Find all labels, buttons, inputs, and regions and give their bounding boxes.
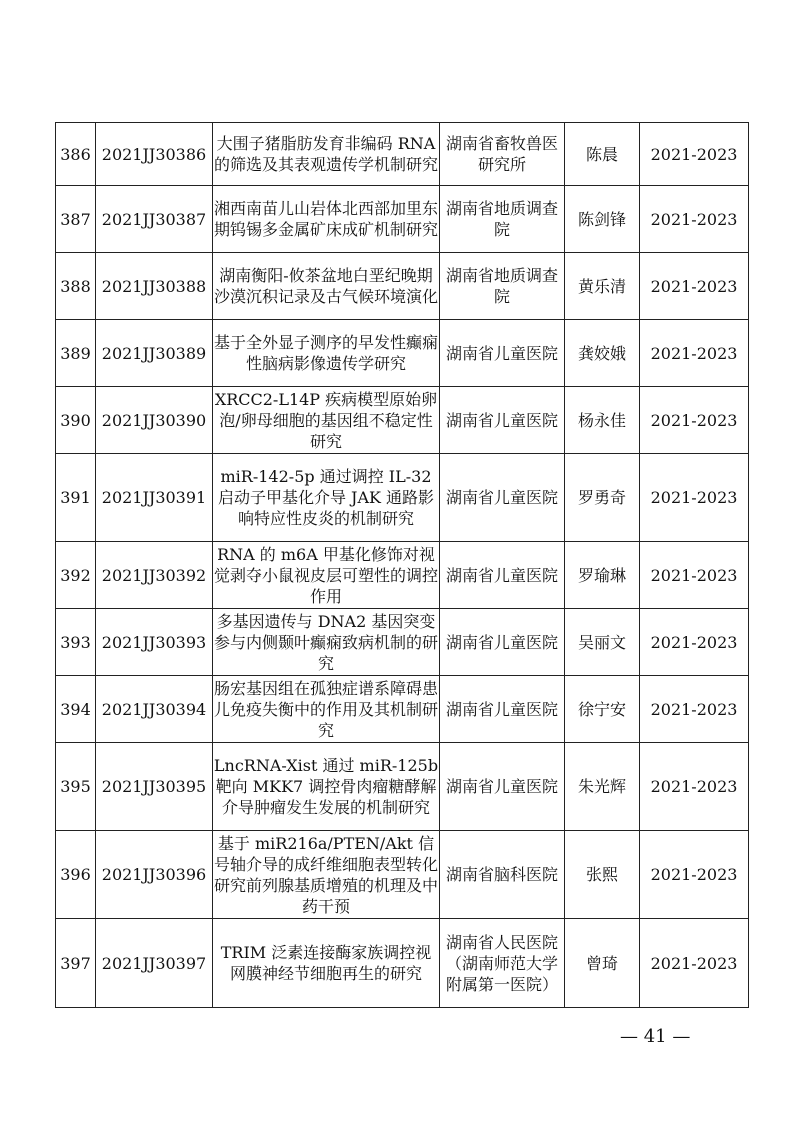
project-code: 2021JJ30394 xyxy=(96,676,213,743)
principal-investigator: 朱光辉 xyxy=(565,743,640,831)
principal-investigator: 杨永佳 xyxy=(565,387,640,454)
row-number: 388 xyxy=(56,253,96,320)
table-row xyxy=(56,831,749,919)
project-code: 2021JJ30386 xyxy=(96,123,213,186)
project-title: 基于 miR216a/PTEN/Akt 信号轴介导的成纤维细胞表型转化研究前列腺基质增殖的机理及中药干预 xyxy=(213,831,440,919)
institution: 湖南省儿童医院 xyxy=(440,542,565,609)
row-number: 390 xyxy=(56,387,96,454)
project-title: XRCC2-L14P 疾病模型原始卵泡/卵母细胞的基因组不稳定性研究 xyxy=(213,387,440,454)
project-code: 2021JJ30387 xyxy=(96,186,213,253)
institution: 湖南省地质调查院 xyxy=(440,186,565,253)
project-table xyxy=(55,122,749,1008)
project-period: 2021-2023 xyxy=(640,123,749,186)
row-number: 386 xyxy=(56,123,96,186)
project-title: miR-142-5p 通过调控 IL-32 启动子甲基化介导 JAK 通路影响特应性皮炎的机制研究 xyxy=(213,454,440,542)
table-row xyxy=(56,253,749,320)
institution: 湖南省儿童医院 xyxy=(440,609,565,676)
institution: 湖南省儿童医院 xyxy=(440,676,565,743)
project-title: 湖南衡阳-攸茶盆地白垩纪晚期沙漠沉积记录及古气候环境演化 xyxy=(213,253,440,320)
row-number: 389 xyxy=(56,320,96,387)
table-row xyxy=(56,743,749,831)
principal-investigator: 黄乐清 xyxy=(565,253,640,320)
principal-investigator: 陈晨 xyxy=(565,123,640,186)
project-period: 2021-2023 xyxy=(640,387,749,454)
table-row xyxy=(56,609,749,676)
table-row xyxy=(56,676,749,743)
project-title: 肠宏基因组在孤独症谱系障碍患儿免疫失衡中的作用及其机制研究 xyxy=(213,676,440,743)
project-title: RNA 的 m6A 甲基化修饰对视觉剥夺小鼠视皮层可塑性的调控作用 xyxy=(213,542,440,609)
row-number: 395 xyxy=(56,743,96,831)
project-code: 2021JJ30390 xyxy=(96,387,213,454)
institution: 湖南省儿童医院 xyxy=(440,743,565,831)
project-period: 2021-2023 xyxy=(640,831,749,919)
project-period: 2021-2023 xyxy=(640,320,749,387)
principal-investigator: 张熙 xyxy=(565,831,640,919)
project-code: 2021JJ30388 xyxy=(96,253,213,320)
table-row xyxy=(56,919,749,1008)
project-title: LncRNA-Xist 通过 miR-125b 靶向 MKK7 调控骨肉瘤糖酵解介导肿瘤发生发展的机制研究 xyxy=(213,743,440,831)
project-period: 2021-2023 xyxy=(640,609,749,676)
principal-investigator: 陈剑锋 xyxy=(565,186,640,253)
project-title: 大围子猪脂肪发育非编码 RNA 的筛选及其表观遗传学机制研究 xyxy=(213,123,440,186)
principal-investigator: 曾琦 xyxy=(565,919,640,1008)
project-period: 2021-2023 xyxy=(640,542,749,609)
institution: 湖南省地质调查院 xyxy=(440,253,565,320)
project-title: 多基因遗传与 DNA2 基因突变参与内侧颞叶癫痫致病机制的研究 xyxy=(213,609,440,676)
row-number: 393 xyxy=(56,609,96,676)
principal-investigator: 罗瑜琳 xyxy=(565,542,640,609)
project-title: 湘西南苗儿山岩体北西部加里东期钨锡多金属矿床成矿机制研究 xyxy=(213,186,440,253)
project-period: 2021-2023 xyxy=(640,454,749,542)
table-row xyxy=(56,123,749,186)
project-code: 2021JJ30389 xyxy=(96,320,213,387)
table-row xyxy=(56,542,749,609)
project-code: 2021JJ30391 xyxy=(96,454,213,542)
project-code: 2021JJ30393 xyxy=(96,609,213,676)
table-row xyxy=(56,454,749,542)
row-number: 392 xyxy=(56,542,96,609)
row-number: 391 xyxy=(56,454,96,542)
row-number: 396 xyxy=(56,831,96,919)
institution: 湖南省儿童医院 xyxy=(440,454,565,542)
project-code: 2021JJ30397 xyxy=(96,919,213,1008)
project-period: 2021-2023 xyxy=(640,253,749,320)
project-title: 基于全外显子测序的早发性癫痫性脑病影像遗传学研究 xyxy=(213,320,440,387)
row-number: 387 xyxy=(56,186,96,253)
principal-investigator: 龚姣娥 xyxy=(565,320,640,387)
principal-investigator: 罗勇奇 xyxy=(565,454,640,542)
project-period: 2021-2023 xyxy=(640,186,749,253)
row-number: 394 xyxy=(56,676,96,743)
institution: 湖南省脑科医院 xyxy=(440,831,565,919)
project-code: 2021JJ30392 xyxy=(96,542,213,609)
project-title: TRIM 泛素连接酶家族调控视网膜神经节细胞再生的研究 xyxy=(213,919,440,1008)
institution: 湖南省畜牧兽医研究所 xyxy=(440,123,565,186)
page-number: — 41 — xyxy=(620,1026,691,1047)
project-period: 2021-2023 xyxy=(640,919,749,1008)
institution: 湖南省儿童医院 xyxy=(440,320,565,387)
table-row xyxy=(56,186,749,253)
table-row xyxy=(56,387,749,454)
project-period: 2021-2023 xyxy=(640,743,749,831)
table-row xyxy=(56,320,749,387)
project-period: 2021-2023 xyxy=(640,676,749,743)
row-number: 397 xyxy=(56,919,96,1008)
principal-investigator: 吴丽文 xyxy=(565,609,640,676)
institution: 湖南省儿童医院 xyxy=(440,387,565,454)
principal-investigator: 徐宁安 xyxy=(565,676,640,743)
project-code: 2021JJ30395 xyxy=(96,743,213,831)
project-code: 2021JJ30396 xyxy=(96,831,213,919)
institution: 湖南省人民医院（湖南师范大学附属第一医院） xyxy=(440,919,565,1008)
